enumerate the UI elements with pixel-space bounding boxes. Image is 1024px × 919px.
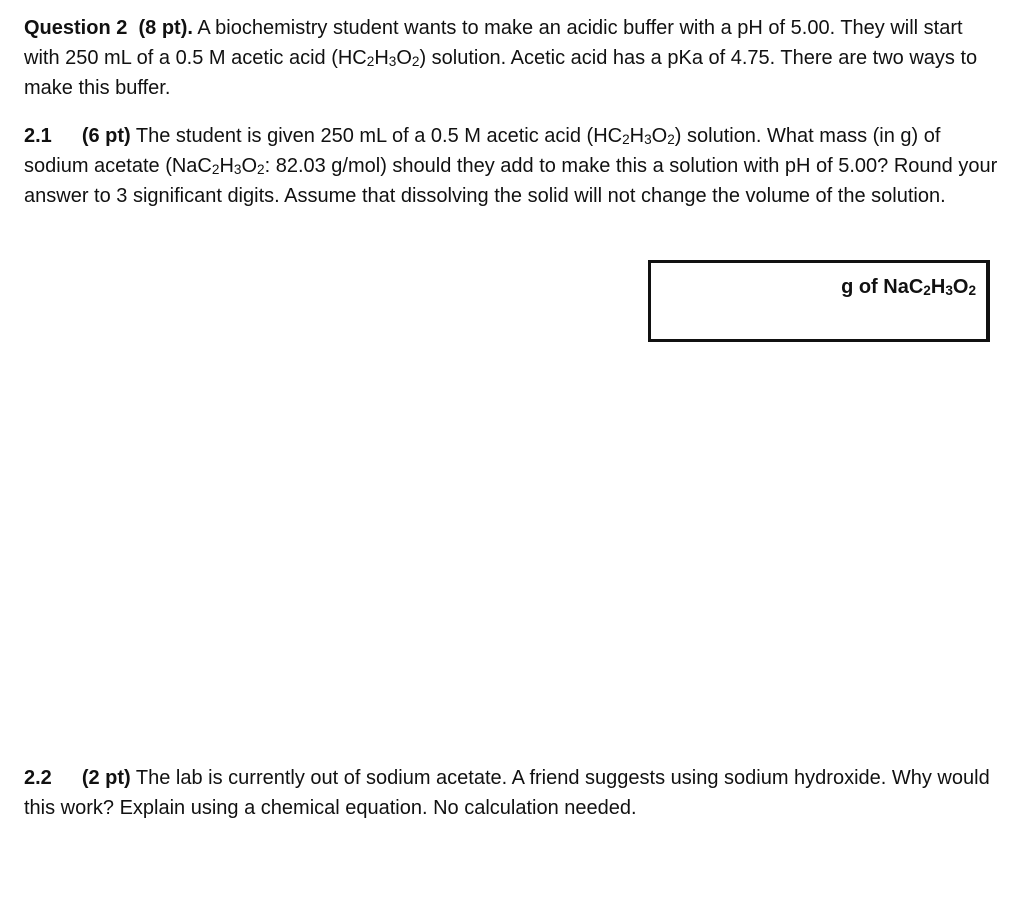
answer-box[interactable] — [648, 260, 990, 342]
part-2-2-text: The lab is currently out of sodium acetate. A friend suggests using sodium hydroxide. Why would this work? Explain using a chemical equation. No calculation needed. — [24, 767, 990, 819]
part-2-1-text: The student is given 250 mL of a 0.5 M acetic acid $(HC_2H_3O_2)$ solution. What mass (in g) of sodium acetate ($NaC_2H_3O_2$: 82.03 g/mol) should they add to make this a solution with pH of 5.00? Round your answer to 3 significant digits. Assume that dissolving the solid will not change the volume of the solution. — [24, 125, 998, 207]
question-2-intro — [24, 13, 999, 103]
question-points: (8 pt). — [138, 17, 193, 39]
part-2-2 — [24, 763, 999, 823]
part-2-1-number: 2.1 — [24, 125, 52, 147]
answer-unit-label: g of $NaC_2H_3O_2$ — [841, 276, 976, 299]
part-2-2-number: 2.2 — [24, 767, 52, 789]
question-label: Question 2 — [24, 17, 128, 39]
part-2-2-points: (2 pt) — [81, 767, 131, 789]
part-2-1-points: (6 pt) — [81, 125, 131, 147]
question-text: A biochemistry student wants to make an acidic buffer with a pH of 5.00. They will start with 250 mL of a 0.5 M acetic acid $(HC_2H_3O_2)$ solution. Acetic acid has a pKa of 4.75. There are two ways to make this buffer. — [24, 17, 978, 99]
part-2-1 — [24, 121, 999, 211]
